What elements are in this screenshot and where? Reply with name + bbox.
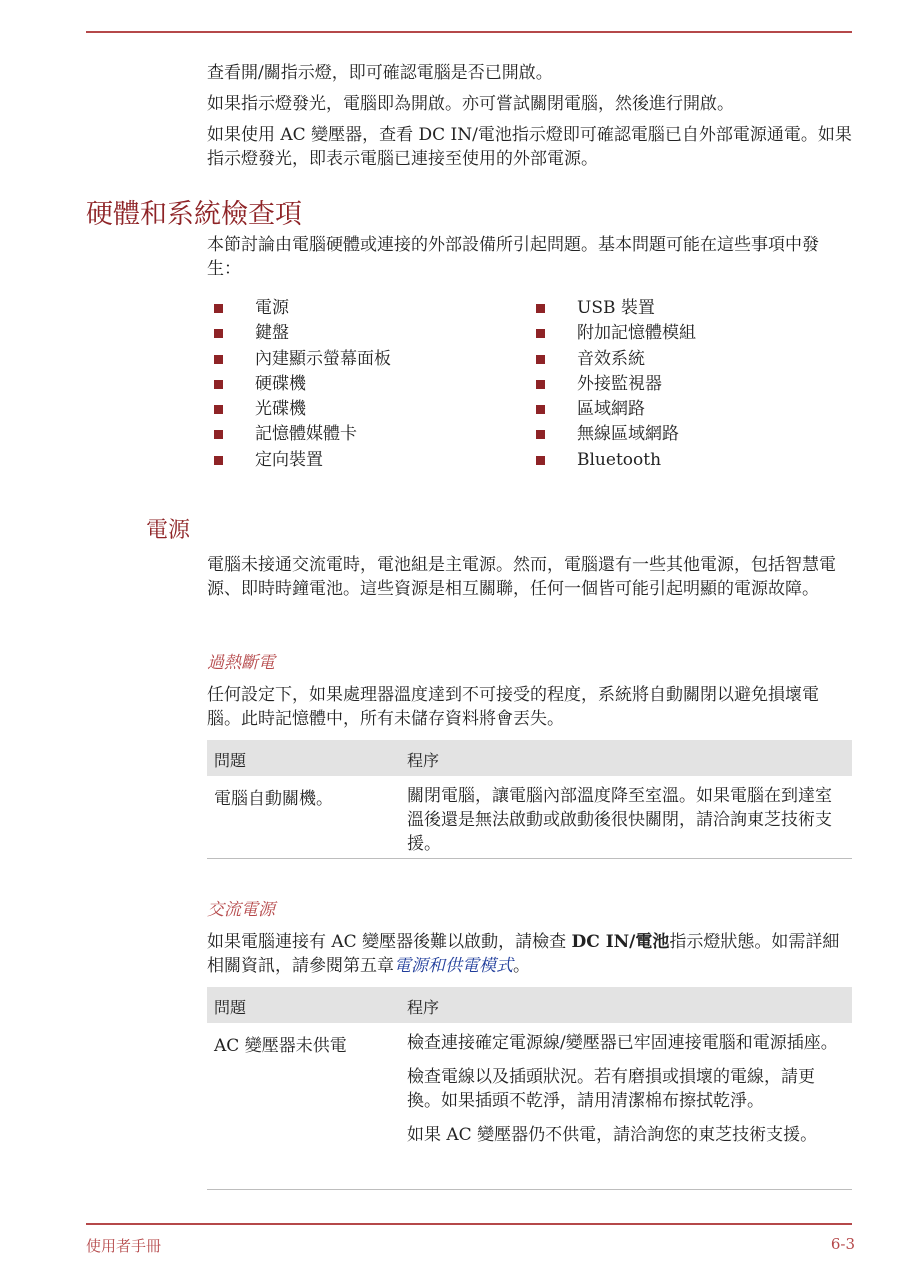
table-row [207, 776, 852, 859]
list-item: 區域網路 [533, 397, 696, 422]
list-item: 光碟機 [211, 397, 391, 422]
list-item: USB 裝置 [533, 296, 696, 321]
problem-cell: 電腦自動關機。 [214, 789, 333, 809]
page-number: 6-3 [830, 1235, 855, 1253]
header-procedure: 程序 [407, 751, 440, 770]
overheat-text: 任何設定下，如果處理器溫度達到不可接受的程度，系統將自動關閉以避免損壞電腦。此時記憶體中，所有未儲存資料將會丟失。 [207, 685, 819, 729]
list-item: 鍵盤 [211, 321, 391, 346]
bullet-square-icon [214, 456, 223, 465]
intro-paragraph-1: 查看開/關指示燈，即可確認電腦是否已開啟。 [207, 63, 553, 83]
dc-in-label: DC IN/電池 [571, 932, 670, 952]
footer-title: 使用者手冊 [86, 1237, 162, 1255]
bullet-square-icon [536, 304, 545, 313]
problem-cell: AC 變壓器未供電 [214, 1036, 347, 1056]
check-items-right [533, 296, 696, 473]
list-item: 定向裝置 [211, 448, 391, 473]
list-item: 電源 [211, 296, 391, 321]
table-row [207, 1023, 852, 1190]
table-header [207, 740, 852, 776]
power-title: 電源 [146, 518, 191, 543]
bullet-square-icon [536, 380, 545, 389]
list-item: 附加記憶體模組 [533, 321, 696, 346]
procedure-step: 檢查電線以及插頭狀況。若有磨損或損壞的電線，請更換。如果插頭不乾淨，請用清潔棉布擦拭乾淨。 [407, 1067, 815, 1111]
power-modes-link[interactable]: 電源和供電模式 [394, 956, 513, 976]
ac-text: 如果電腦連接有 AC 變壓器後難以啟動，請檢查 DC IN/電池指示燈狀態。如需詳細相關資訊，請參閱第五章電源和供電模式。 [207, 932, 840, 976]
list-item: 記憶體媒體卡 [211, 422, 391, 447]
table-header [207, 987, 852, 1023]
list-item: Bluetooth [533, 448, 696, 473]
bullet-square-icon [536, 430, 545, 439]
intro-paragraph-2: 如果指示燈發光，電腦即為開啟。亦可嘗試關閉電腦，然後進行開啟。 [207, 94, 734, 114]
bullet-square-icon [214, 380, 223, 389]
list-item: 外接監視器 [533, 372, 696, 397]
bullet-square-icon [214, 329, 223, 338]
bullet-square-icon [536, 355, 545, 364]
list-item: 無線區域網路 [533, 422, 696, 447]
list-item: 硬碟機 [211, 372, 391, 397]
header-problem: 問題 [214, 751, 247, 770]
top-rule [86, 31, 852, 33]
procedure-cell: 關閉電腦，讓電腦內部溫度降至室溫。如果電腦在到達室溫後還是無法啟動或啟動後很快關閉，請洽詢東芝技術支援。 [407, 786, 832, 854]
bottom-rule [86, 1223, 852, 1225]
bullet-square-icon [214, 355, 223, 364]
overheat-table [207, 740, 852, 859]
overheat-title: 過熱斷電 [207, 653, 275, 673]
power-intro: 電腦未接通交流電時，電池組是主電源。然而，電腦還有一些其他電源，包括智慧電源、即時時鐘電池。這些資源是相互關聯，任何一個皆可能引起明顯的電源故障。 [207, 555, 836, 599]
header-problem: 問題 [214, 998, 247, 1017]
procedure-step: 檢查連接確定電源線/變壓器已牢固連接電腦和電源插座。 [407, 1033, 838, 1053]
section-title: 硬體和系統檢查項 [86, 199, 302, 230]
list-item: 音效系統 [533, 347, 696, 372]
bullet-square-icon [214, 405, 223, 414]
procedure-step: 如果 AC 變壓器仍不供電，請洽詢您的東芝技術支援。 [407, 1125, 818, 1145]
bullet-square-icon [536, 329, 545, 338]
ac-table [207, 987, 852, 1190]
section-intro: 本節討論由電腦硬體或連接的外部設備所引起問題。基本問題可能在這些事項中發生： [207, 235, 819, 279]
ac-title: 交流電源 [207, 900, 275, 920]
list-item: 內建顯示螢幕面板 [211, 347, 391, 372]
bullet-square-icon [536, 456, 545, 465]
bullet-square-icon [214, 430, 223, 439]
bullet-square-icon [214, 304, 223, 313]
bullet-square-icon [536, 405, 545, 414]
check-items-left [211, 296, 391, 473]
header-procedure: 程序 [407, 998, 440, 1017]
procedure-cell [407, 1031, 847, 1157]
intro-paragraph-3: 如果使用 AC 變壓器，查看 DC IN/電池指示燈即可確認電腦已自外部電源通電。如果指示燈發光，即表示電腦已連接至使用的外部電源。 [207, 125, 852, 169]
